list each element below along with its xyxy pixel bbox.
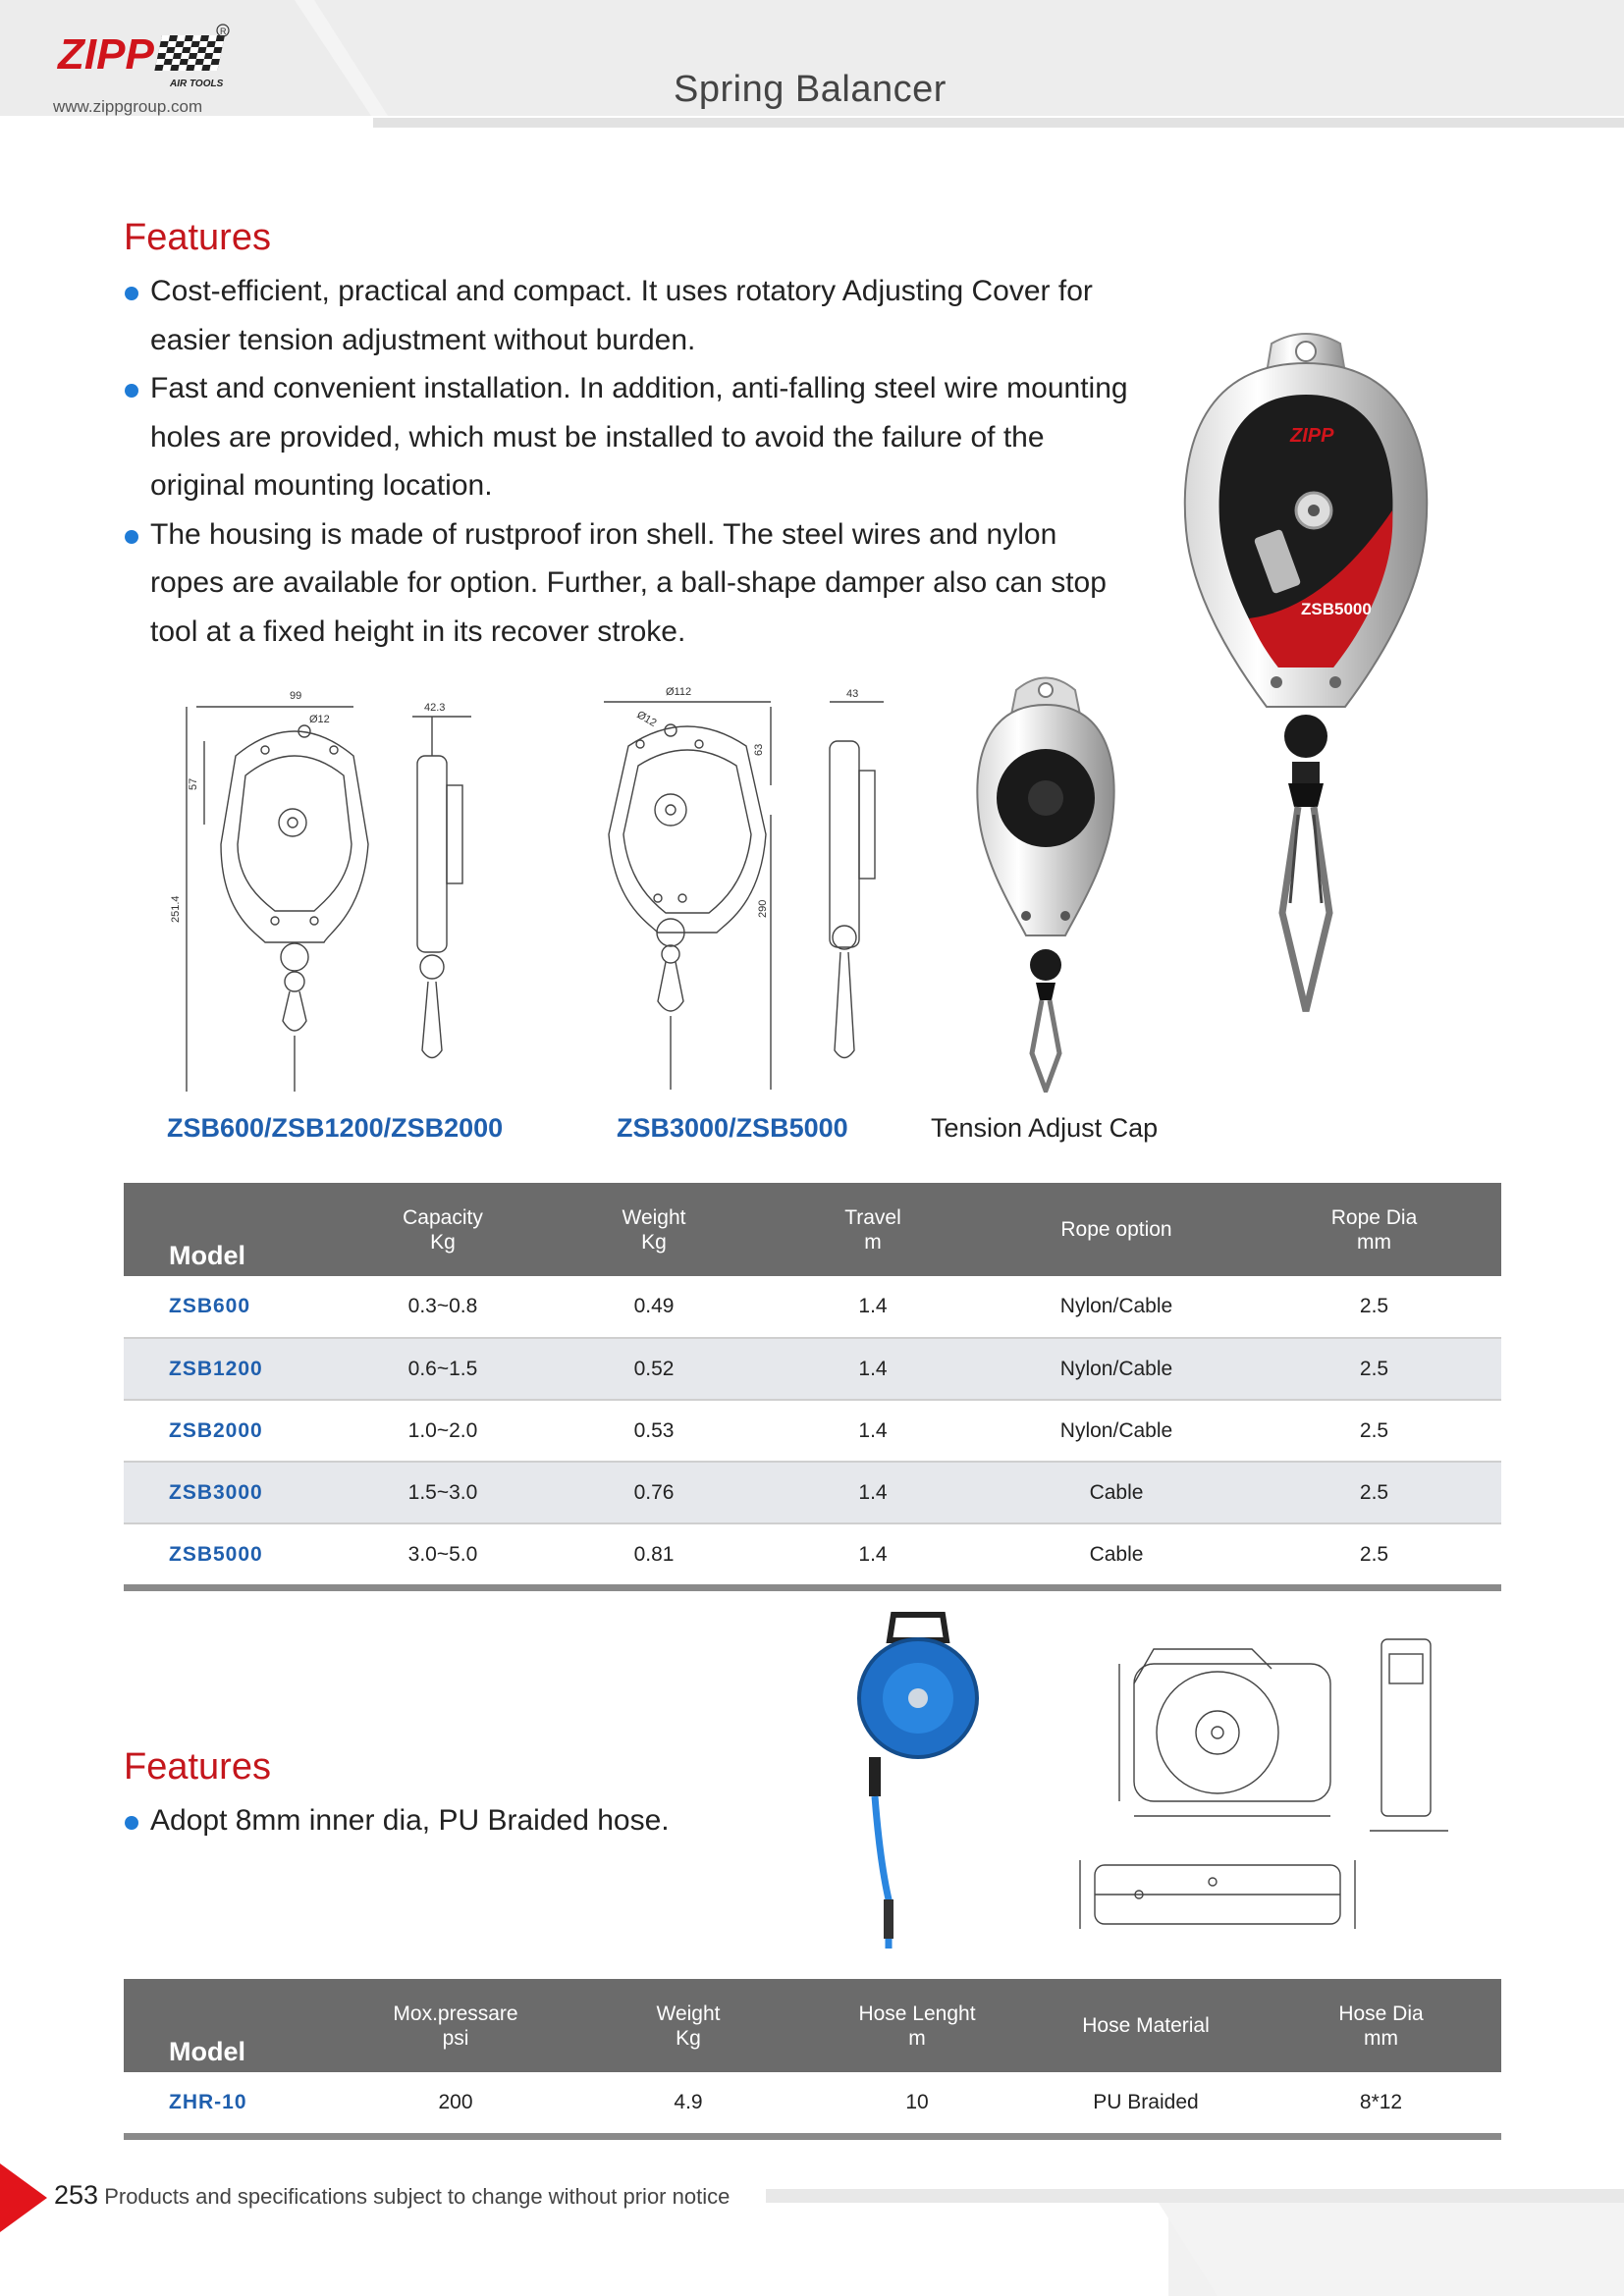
cell-rope-option: Nylon/Cable xyxy=(986,1400,1247,1462)
table-row xyxy=(124,1400,1501,1462)
cell-weight: 0.49 xyxy=(548,1276,760,1338)
cell-weight: 0.76 xyxy=(548,1462,760,1523)
dim-label: 57 xyxy=(188,777,199,790)
table-row xyxy=(124,1462,1501,1523)
cell-rope-option: Cable xyxy=(986,1462,1247,1523)
footer-text xyxy=(54,2180,730,2211)
cell-travel: 1.4 xyxy=(760,1462,986,1523)
hose-reel-drawings xyxy=(1075,1625,1497,1949)
table-bottom-rule xyxy=(124,1584,1501,1591)
spec-table-balancer xyxy=(124,1183,1501,1585)
feature-bullet: The housing is made of rustproof iron shell. The steel wires and nylon ropes are available for option. Further, a ball-shape damper also can stop tool at a fixed height in its recover stroke. xyxy=(125,510,1132,657)
dim-label: Ø12 xyxy=(309,714,330,725)
cell-travel: 1.4 xyxy=(760,1276,986,1338)
table-row xyxy=(124,1338,1501,1400)
footer-notice: Products and specifications subject to change without prior notice xyxy=(104,2184,731,2209)
col-header-hose-length: Hose Lenght m xyxy=(803,1979,1031,2072)
cell-rope-dia: 2.5 xyxy=(1247,1338,1501,1400)
website-url: www.zippgroup.com xyxy=(53,97,203,116)
cell-hose-dia: 8*12 xyxy=(1359,2091,1403,2113)
cell-rope-dia: 2.5 xyxy=(1247,1276,1501,1338)
page-title: Spring Balancer xyxy=(674,69,947,110)
col-header-rope-option: Rope option xyxy=(986,1183,1247,1276)
hose-reel-photo xyxy=(844,1605,992,1968)
table-row xyxy=(124,2072,1501,2133)
product-model-label: ZSB5000 xyxy=(1301,600,1372,618)
svg-text:ZIPP: ZIPP xyxy=(1290,425,1334,447)
logo-sub: AIR TOOLS xyxy=(170,79,224,89)
drawing-zsb600 xyxy=(167,687,491,1099)
dim-label: 42.3 xyxy=(424,702,446,714)
photo-caption: Tension Adjust Cap xyxy=(931,1113,1159,1143)
footer-line xyxy=(766,2189,1624,2203)
cell-weight: 0.52 xyxy=(548,1338,760,1400)
table-bottom-rule xyxy=(124,2133,1501,2140)
svg-text:R: R xyxy=(220,27,227,36)
feature-bullet: Adopt 8mm inner dia, PU Braided hose. xyxy=(125,1796,763,1845)
features-title-2: Features xyxy=(124,1746,271,1788)
col-header-hose-dia: Hose Dia mm xyxy=(1261,1979,1501,2072)
cell-model: ZSB2000 xyxy=(124,1400,338,1462)
header-shape xyxy=(0,0,1624,133)
cell-weight: 0.81 xyxy=(633,1543,675,1566)
col-header-travel: Travel m xyxy=(760,1183,986,1276)
dim-label: 43 xyxy=(846,688,859,700)
col-header-capacity: Capacity Kg xyxy=(338,1183,548,1276)
cell-rope-dia: 2.5 xyxy=(1247,1462,1501,1523)
footer-corner xyxy=(1159,2203,1624,2296)
cell-rope-option: Nylon/Cable xyxy=(986,1338,1247,1400)
feature-bullet: Fast and convenient installation. In addition, anti-falling steel wire mounting holes are provided, which must be installed to avoid the failure of the original mounting location. xyxy=(125,364,1132,510)
cell-model: ZSB600 xyxy=(124,1276,338,1338)
cell-rope-dia: 2.5 xyxy=(1247,1400,1501,1462)
drawing-caption: ZSB3000/ZSB5000 xyxy=(617,1113,848,1143)
col-header-hose-material: Hose Material xyxy=(1031,1979,1261,2072)
cell-hose-material: PU Braided xyxy=(1093,2091,1199,2113)
table-header-row xyxy=(124,1183,1501,1276)
dim-label: 99 xyxy=(290,690,302,702)
spec-table-hose-reel xyxy=(124,1979,1501,2133)
cell-capacity: 1.5~3.0 xyxy=(338,1462,548,1523)
cell-model: ZSB5000 xyxy=(169,1543,263,1566)
cell-model: ZSB1200 xyxy=(124,1338,338,1400)
col-header-rope-dia: Rope Dia mm xyxy=(1247,1183,1501,1276)
cell-model: ZHR-10 xyxy=(169,2091,247,2113)
features-list-2 xyxy=(125,1796,763,1845)
dim-label: 63 xyxy=(753,743,765,756)
cell-capacity: 0.6~1.5 xyxy=(338,1338,548,1400)
drawing-zsb3000 xyxy=(589,687,913,1099)
cell-rope-dia: 2.5 xyxy=(1359,1543,1389,1566)
cell-weight: 0.53 xyxy=(548,1400,760,1462)
col-header-weight: Weight Kg xyxy=(548,1183,760,1276)
dim-label: 290 xyxy=(757,899,769,918)
features-list xyxy=(125,267,1128,656)
logo-text: ZIPP xyxy=(58,30,154,79)
cell-travel: 1.4 xyxy=(760,1338,986,1400)
col-header-pressure: Mox.pressare psi xyxy=(338,1979,573,2072)
table-row xyxy=(124,1523,1501,1585)
cell-capacity: 1.0~2.0 xyxy=(338,1400,548,1462)
cell-pressure: 200 xyxy=(438,2091,473,2113)
dim-label: Ø12 xyxy=(634,709,659,729)
cell-capacity: 3.0~5.0 xyxy=(407,1543,478,1566)
drawing-caption: ZSB600/ZSB1200/ZSB2000 xyxy=(167,1113,504,1143)
cell-travel: 1.4 xyxy=(858,1543,888,1566)
col-header-model: Model xyxy=(124,1183,338,1276)
zipp-logo xyxy=(54,22,241,90)
dim-label: 251.4 xyxy=(170,895,182,923)
tension-adjust-cap-photo xyxy=(967,670,1144,1093)
cell-rope-option: Nylon/Cable xyxy=(986,1276,1247,1338)
table-header-row xyxy=(124,1979,1501,2072)
cell-capacity: 0.3~0.8 xyxy=(338,1276,548,1338)
cell-travel: 1.4 xyxy=(760,1400,986,1462)
feature-bullet: Cost-efficient, practical and compact. It uses rotatory Adjusting Cover for easier tension adjustment without burden. xyxy=(125,267,1132,364)
cell-hose-length: 10 xyxy=(905,2091,929,2113)
cell-weight: 4.9 xyxy=(674,2091,703,2113)
col-header-model: Model xyxy=(124,1979,338,2072)
page-number: 253 xyxy=(54,2180,99,2210)
table-row xyxy=(124,1276,1501,1338)
features-title: Features xyxy=(124,217,271,258)
footer-red-arrow xyxy=(0,2163,49,2232)
spring-balancer-photo xyxy=(1168,324,1443,1041)
dim-label: Ø112 xyxy=(666,687,692,698)
checkered-flag-icon xyxy=(154,35,225,71)
col-header-weight: Weight Kg xyxy=(573,1979,803,2072)
cell-rope-option: Cable xyxy=(1089,1543,1144,1566)
cell-model: ZSB3000 xyxy=(124,1462,338,1523)
